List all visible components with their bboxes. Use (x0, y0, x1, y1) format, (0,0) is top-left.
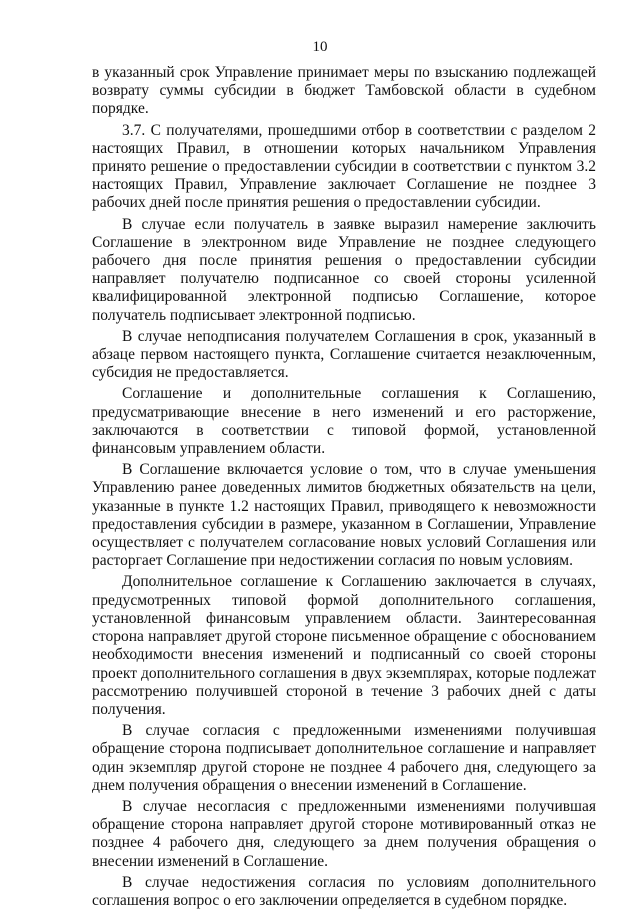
document-body (92, 64, 596, 913)
paragraph: Дополнительное соглашение к Соглашению заключается в случаях, предусмотренных типовой формой дополнительного соглашения, установленной финансовым управлением области. Заинтересованная сторона направляет другой стороне письменное обращение с обоснованием необходимости внесения изменений и подписанный со своей стороны проект дополнительного соглашения в двух экземплярах, которые подлежат рассмотрению получившей стороной в течение 3 рабочих дней с даты получения. (92, 573, 596, 718)
paragraph: Соглашение и дополнительные соглашения к Соглашению, предусматривающие внесение в него изменений и его расторжение, заключаются в соответствии с типовой формой, установленной финансовым управлением области. (92, 385, 596, 458)
paragraph: В случае неподписания получателем Соглашения в срок, указанный в абзаце первом настоящего пункта, Соглашение считается незаключенным, субсидия не предоставляется. (92, 327, 596, 382)
paragraph: В случае недостижения согласия по условиям дополнительного соглашения вопрос о его заключении определяется в судебном порядке. (92, 873, 596, 909)
page-number: 10 (312, 39, 328, 55)
paragraph: 3.7. С получателями, прошедшими отбор в соответствии с разделом 2 настоящих Правил, в отношении которых начальником Управления принято решение о предоставлении субсидии в соответствии с пунктом 3.2 настоящих Правил, Управление заключает Соглашение не позднее 3 рабочих дней после принятия решения о предоставлении субсидии. (92, 121, 596, 212)
paragraph: В случае если получатель в заявке выразил намерение заключить Соглашение в электронном виде Управление не позднее следующего рабочего дня после принятия решения о предоставлении субсидии направляет получателю подписанное со своей стороны усиленной квалифицированной электронной подписью Соглашение, которое получатель подписывает электронной подписью. (92, 215, 596, 324)
paragraph: В случае несогласия с предложенными изменениями получившая обращение сторона направляет другой стороне мотивированный отказ не позднее 4 рабочего дня, следующего за днем получения обращения о внесении изменений в Соглашение. (92, 797, 596, 870)
paragraph: В Соглашение включается условие о том, что в случае уменьшения Управлению ранее доведенных лимитов бюджетных обязательств на цели, указанные в пункте 1.2 настоящих Правил, приводящего к невозможности предоставления субсидии в размере, указанном в Соглашении, Управление осуществляет с получателем согласование новых условий Соглашения или расторгает Соглашение при недостижении согласия по новым условиям. (92, 461, 596, 570)
paragraph: В случае согласия с предложенными изменениями получившая обращение сторона подписывает дополнительное соглашение и направляет один экземпляр другой стороне не позднее 4 рабочего дня, следующего за днем получения обращения о внесении изменений в Соглашение. (92, 722, 596, 794)
paragraph: в указанный срок Управление принимает меры по взысканию подлежащей возврату суммы субсидии в бюджет Тамбовской области в судебном порядке. (92, 64, 596, 118)
